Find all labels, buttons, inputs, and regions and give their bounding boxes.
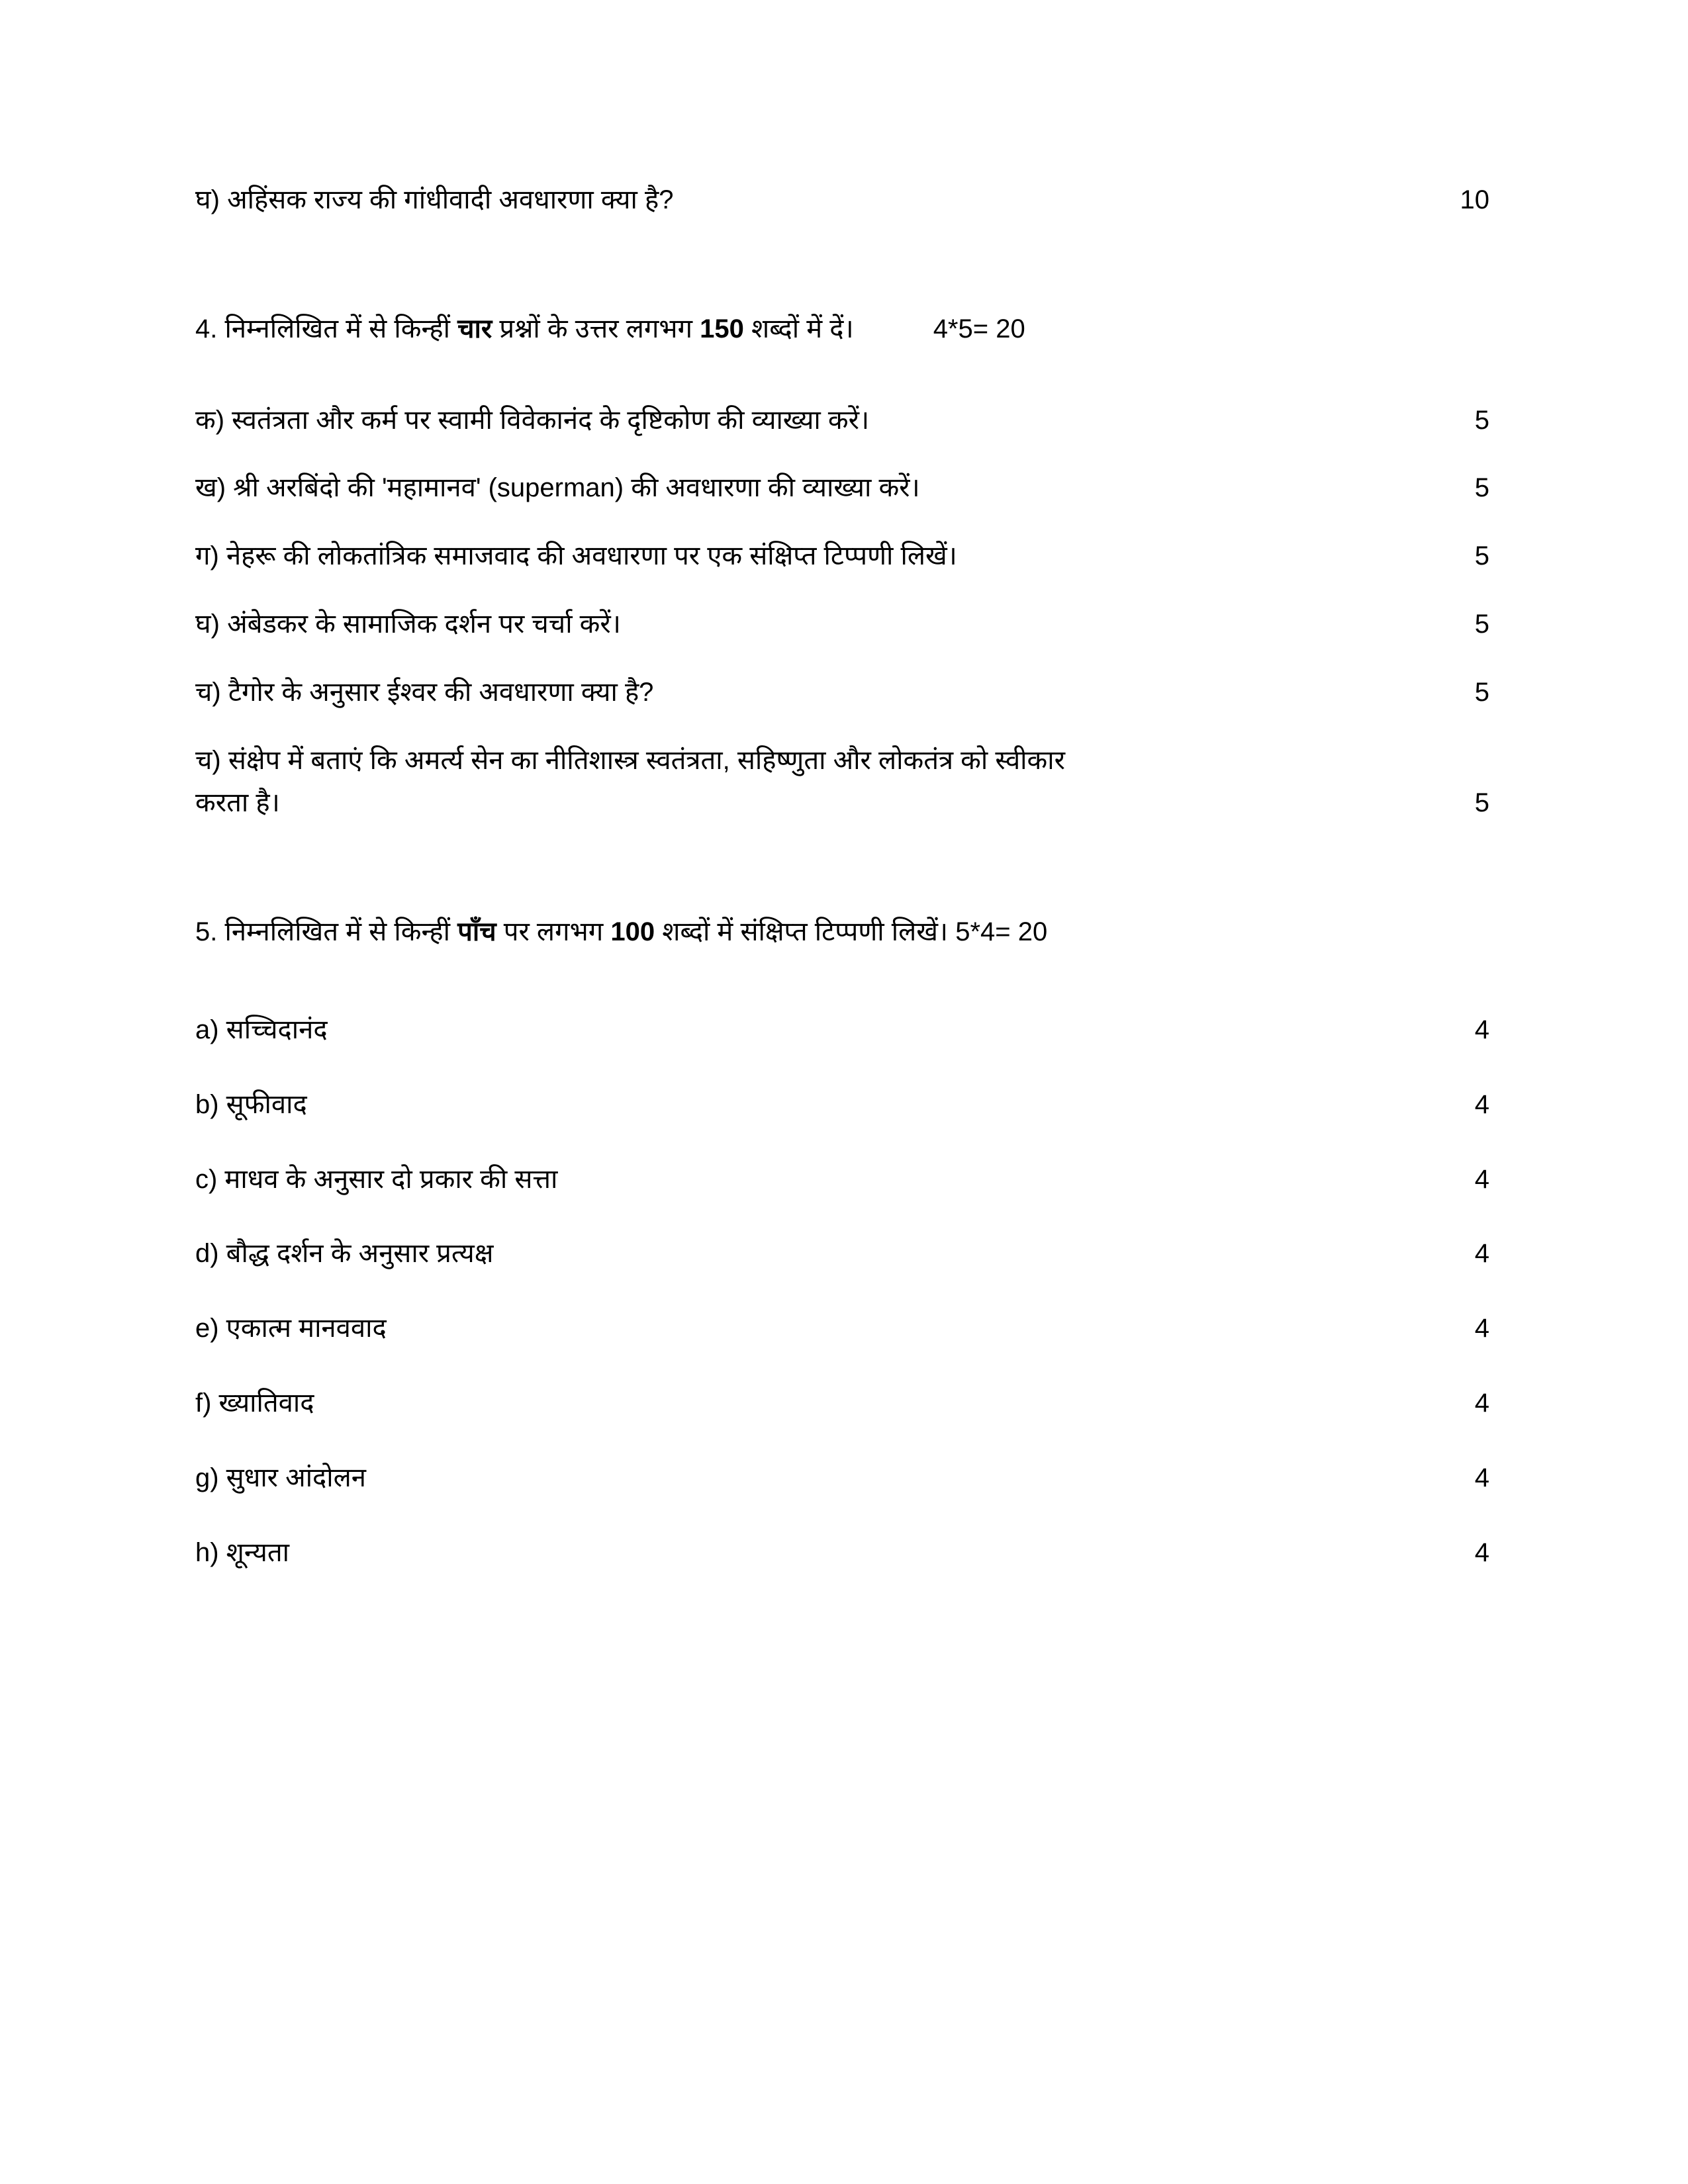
question-row-4b [195,467,1489,510]
question-marks: 4 [1474,1314,1489,1343]
question-text: च) टैगोर के अनुसार ईश्वर की अवधारणा क्या है? [195,677,654,707]
question-row-intro [195,179,1489,222]
question-row-5e [195,1307,1489,1350]
question-text-line-2: करता है। [195,788,280,818]
question-marks: 5 [1474,541,1489,571]
question-text: h) शून्यता [195,1537,290,1567]
question-row-5f [195,1382,1489,1425]
question-row-5d [195,1232,1489,1275]
question-row-4f [195,739,1489,825]
question-marks: 5 [1474,677,1489,707]
question-marks: 5 [1474,788,1489,818]
question-marks: 5 [1474,405,1489,435]
question-marks: 5 [1474,609,1489,639]
question-text: घ) अंबेडकर के सामाजिक दर्शन पर चर्चा करें। [195,609,621,639]
section-4-heading-part3: शब्दों में दें। [743,314,854,343]
question-marks: 4 [1474,1015,1489,1044]
question-row-5g [195,1457,1489,1500]
question-text: c) माधव के अनुसार दो प्रकार की सत्ता [195,1164,558,1194]
question-text-line-1: च) संक्षेप में बताएं कि अमर्त्य सेन का नीतिशास्त्र स्वतंत्रता, सहिष्णुता और लोकतंत्र को स्वीकार [195,745,1065,775]
section-spacer [195,222,1489,308]
section-4-total-marks: 4*5= 20 [933,314,1025,343]
question-row-4d [195,603,1489,646]
section-4-heading-bold-words: 150 [700,314,744,343]
question-row-4e [195,671,1489,714]
section-5-total-marks: 5*4= 20 [955,917,1048,947]
section-4-heading-bold-count: चार [457,314,492,343]
question-row-5c [195,1158,1489,1201]
question-text: ख) श्री अरबिंदो की 'महामानव' (superman) की अवधारणा की व्याख्या करें। [195,473,920,503]
section-5-heading-part2: पर लगभग [496,917,611,947]
question-text: g) सुधार आंदोलन [195,1463,366,1492]
section-5-heading [195,911,1489,954]
question-marks: 5 [1474,473,1489,503]
question-marks: 10 [1460,185,1489,214]
question-text: a) सच्चिदानंद [195,1015,328,1044]
question-marks: 4 [1474,1164,1489,1194]
question-text: ग) नेहरू की लोकतांत्रिक समाजवाद की अवधारणा पर एक संक्षिप्त टिप्पणी लिखें। [195,541,957,571]
question-text: d) बौद्ध दर्शन के अनुसार प्रत्यक्ष [195,1239,494,1269]
question-text: e) एकात्म मानववाद [195,1314,387,1343]
question-text: क) स्वतंत्रता और कर्म पर स्वामी विवेकानंद के दृष्टिकोण की व्याख्या करें। [195,405,870,435]
question-marks: 4 [1474,1239,1489,1269]
question-marks: 4 [1474,1463,1489,1492]
question-text: b) सूफीवाद [195,1089,307,1119]
section-5-heading-part3: शब्दों में संक्षिप्त टिप्पणी लिखें। [655,917,956,947]
question-text: घ) अहिंसक राज्य की गांधीवादी अवधारणा क्या है? [195,185,674,214]
question-marks: 4 [1474,1537,1489,1567]
heading-spacer [195,954,1489,977]
section-5-heading-bold-words: 100 [610,917,655,947]
section-spacer [195,825,1489,911]
section-5-heading-bold-count: पाँच [457,917,496,947]
question-row-5b [195,1083,1489,1126]
question-row-4a [195,399,1489,442]
question-row-5h [195,1531,1489,1574]
section-4-heading-part2: प्रश्नों के उत्तर लगभग [492,314,700,343]
section-5-heading-part1: 5. निम्नलिखित में से किन्हीं [195,917,458,947]
question-marks: 4 [1474,1089,1489,1119]
question-marks: 4 [1474,1388,1489,1418]
question-text: f) ख्यातिवाद [195,1388,314,1418]
section-4-heading [195,308,1489,351]
section-4-heading-part1: 4. निम्नलिखित में से किन्हीं [195,314,458,343]
question-row-4c [195,535,1489,578]
heading-spacer [195,351,1489,374]
question-row-5a [195,1009,1489,1052]
document-body [195,179,1489,1574]
